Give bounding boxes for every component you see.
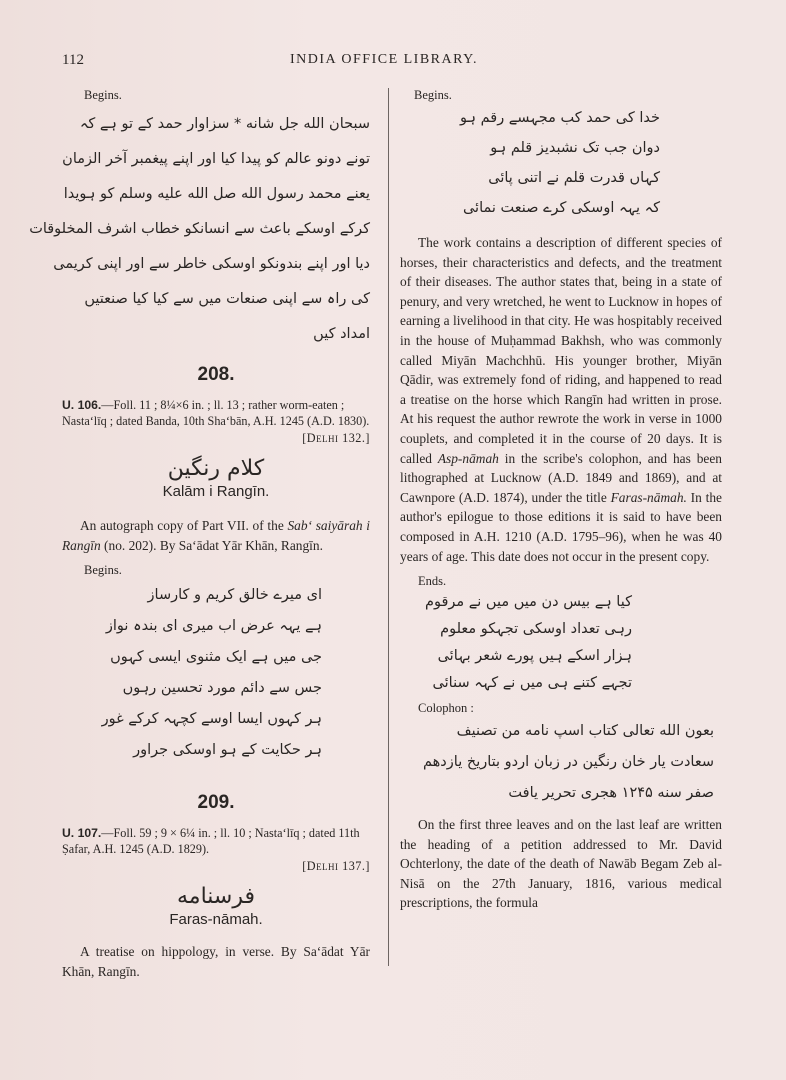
urdu-verse: ہزار اسکے ہیں پورے شعر بہائی <box>437 648 632 665</box>
urdu-verse: کہ یہہ اوسکی کرے صنعت نمائی <box>462 200 660 216</box>
begins-label: Begins. <box>84 563 122 578</box>
title-urdu-209: فرسنامه <box>176 884 255 910</box>
urdu-verse: جی میں ہے ایک مثنوی ایسی کہوں <box>110 649 322 666</box>
ends-label: Ends. <box>418 574 447 589</box>
urdu-verse: رہی تعداد اوسکی تجہکو معلوم <box>440 621 632 638</box>
entry-number-208: 208. <box>197 364 235 385</box>
urdu-passage <box>29 107 370 352</box>
urdu-line: دیا اور اپنے بندونکو اوسکی خاطر سے اور اپنی کریمی <box>53 256 370 272</box>
urdu-verses-end <box>400 589 722 697</box>
entry-description-208: An autograph copy of Part VII. of the Sabʻ saiyārah i Rangīn (no. 202). By Saʻādat Yār Khān, Rangīn. <box>62 518 370 553</box>
urdu-verse: خدا کی حمد کب مجہسے رقم ہو <box>460 110 660 126</box>
entry-description-209: A treatise on hippology, in verse. By Saʻādat Yār Khān, Rangīn. <box>62 944 370 979</box>
urdu-verses-208 <box>62 580 370 766</box>
manuscript-description-209 <box>62 826 370 857</box>
title-urdu-208: کلام رنگین <box>167 456 265 481</box>
urdu-verse: ہے یہہ عرض اب میری ای بندہ نواز <box>105 618 322 635</box>
urdu-line: سعادت یار خان رنگین در زبان اردو بتاریخ یازدهم <box>423 754 714 771</box>
urdu-verse: جس سے دائم مورد تحسین رہوں <box>122 680 322 697</box>
urdu-line: تونے دونو عالم کو پیدا کیا اور اپنے پیغمبر آخر الزمان <box>62 151 370 167</box>
urdu-verse: کیا ہے بیس دن میں میں نے مرقوم <box>424 594 632 611</box>
urdu-verse: دوان جب تک نشبدیز قلم ہو <box>490 140 660 156</box>
title-latin-208: Kalām i Rangīn. <box>162 483 270 500</box>
urdu-verse: ہر حکایت کے ہو اوسکی جراور <box>133 742 322 759</box>
entry-number-209: 209. <box>197 792 235 814</box>
urdu-verses-begin <box>400 103 722 223</box>
urdu-line: کرکے اوسکے باعث سے انسانکو خطاب اشرف المخلوقات <box>29 221 370 237</box>
collection-reference-208: [Delhi 132.] <box>302 431 370 445</box>
urdu-colophon <box>400 716 722 809</box>
colophon-label: Colophon : <box>418 701 474 716</box>
begins-label: Begins. <box>84 88 122 102</box>
title-latin-209: Faras-nāmah. <box>169 911 263 929</box>
body-paragraph: On the first three leaves and on the last leaf are written the heading of a petition addressed to Mr. David Ochterlony, the date of the death of Nawāb Begam Zeb al-Nisā on the 27th January, 1816, various medical prescriptions, the formula <box>400 817 722 911</box>
work-title-italic: Sabʻ saiyārah i Rangīn <box>62 518 370 553</box>
body-paragraph: The work contains a description of different species of horses, their characteristics and defects, and the treatment of their diseases. The author states that, being in a state of penury, and very wretched, he went to Lucknow in hopes of earning a livelihood in that city. He was hospitably received in the house of Muḥammad Bakhsh, who was commonly called Miyān Machchhū. His younger brother, Miyān Qādir, was extremely fond of riding, and happened to read a treatise on the horse which Rangīn had written in prose. At his request the author rewrote the work in verse in 1000 couplets, and completed it in the course of 20 days. It is called Asp-nāmah in the scribe's colophon, and has been lithographed at Lucknow (A.D. 1849 and 1869), and at Cawnpore (A.D. 1874), under the title Faras-nāmah. In the author's epilogue to those editions it is said to have been composed in A.H. 1210 (A.D. 1795–96), when he was 40 years of age. This date does not occur in the present copy. <box>400 235 722 564</box>
begins-label: Begins. <box>414 88 452 102</box>
column-divider <box>388 88 389 966</box>
urdu-verse: ہر کہوں ایسا اوسے کچہہ کرکے غور <box>101 711 322 728</box>
urdu-line: یعنے محمد رسول الله صل الله علیه وسلم کو ہویدا <box>63 186 370 202</box>
right-column <box>400 88 722 913</box>
urdu-line: امداد کیں <box>313 326 370 342</box>
urdu-line: سبحان الله جل شانه * سزاوار حمد کے تو ہے کہ <box>79 116 370 132</box>
shelfmark: U. 107. <box>62 826 102 841</box>
urdu-line: بعون الله تعالی کتاب اسپ نامه من تصنیف <box>456 723 714 740</box>
work-title-italic: Asp-nāmah <box>437 450 499 466</box>
physical-description: —Foll. 11 ; 8¼×6 in. ; ll. 13 ; rather worm-eaten ; Nastaʻlīq ; dated Banda, 10th Shaʻbān, A.H. 1245 (A.D. 1830). <box>62 398 370 428</box>
physical-description: —Foll. 59 ; 9 × 6¼ in. ; ll. 10 ; Nastaʻlīq ; dated 11th Ṣafar, A.H. 1245 (A.D. 1829). <box>62 826 360 856</box>
running-title: INDIA OFFICE LIBRARY. <box>290 52 478 67</box>
collection-reference-209: [Delhi 137.] <box>302 859 370 874</box>
page-number: 112 <box>62 52 84 68</box>
manuscript-description-208 <box>62 398 370 429</box>
work-title-italic: Faras-nāmah. <box>610 489 687 505</box>
left-column <box>29 88 370 981</box>
urdu-line: کی راہ سے اپنی صنعات میں سے کیا کیا صنعتیں <box>84 291 370 307</box>
urdu-line: صفر سنه ۱۲۴۵ هجری تحریر یافت <box>508 785 714 802</box>
shelfmark: U. 106. <box>62 398 102 412</box>
page-header <box>62 52 742 74</box>
urdu-verse: تجہے کتنے ہی میں نے کہہ سنائی <box>432 675 632 692</box>
urdu-verse: ای میرے خالق کریم و کارساز <box>147 587 322 604</box>
urdu-verse: کہاں قدرت قلم نے اتنی پائی <box>488 170 660 186</box>
